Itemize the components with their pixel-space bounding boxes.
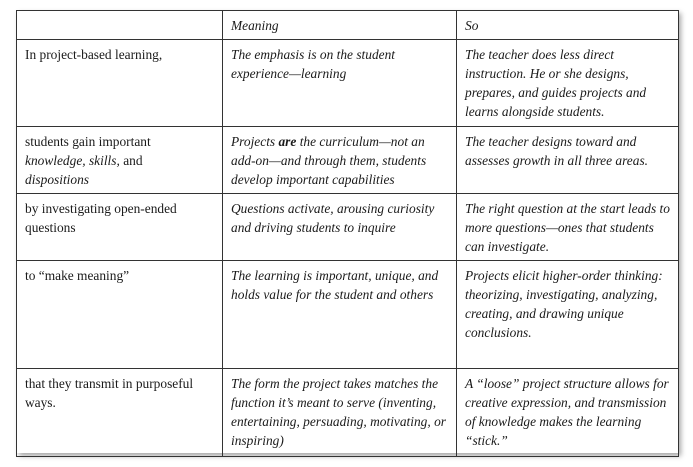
table-row	[17, 369, 679, 457]
meaning-cell	[223, 127, 457, 194]
header-cell-meaning: Meaning	[223, 11, 457, 40]
so-cell: Projects elicit higher-order thinking: theorizing, investigating, analyzing, creating, and drawing unique conclusions.	[457, 261, 679, 369]
meaning-cell: The emphasis is on the student experience—learning	[223, 40, 457, 127]
table-row	[17, 261, 679, 369]
phrase-cell: In project-based learning,	[17, 40, 223, 127]
phrase-cell: by investigating open-ended questions	[17, 194, 223, 261]
meaning-text: the curriculum—not an add-on—and through them, students develop important capabilities	[231, 134, 427, 187]
phrase-text: students gain important	[25, 134, 151, 149]
phrase-cell: to “make meaning”	[17, 261, 223, 369]
meaning-emphasis: are	[278, 134, 297, 149]
meaning-text: Projects	[231, 134, 279, 149]
meaning-cell: Questions activate, arousing curiosity and driving students to inquire	[223, 194, 457, 261]
so-cell: The teacher does less direct instruction. He or she designs, prepares, and guides projects and learns alongside students.	[457, 40, 679, 127]
header-row	[17, 11, 679, 40]
so-cell: A “loose” project structure allows for creative expression, and transmission of knowledge makes the learning “stick.”	[457, 369, 679, 457]
meaning-cell: The form the project takes matches the function it’s meant to serve (inventing, entertaining, persuading, motivating, or inspiring)	[223, 369, 457, 457]
so-cell: The right question at the start leads to more questions—ones that students can investigate.	[457, 194, 679, 261]
pbl-table	[16, 10, 679, 457]
phrase-emphasis: dispositions	[25, 172, 89, 187]
phrase-cell: that they transmit in purposeful ways.	[17, 369, 223, 457]
header-cell-so: So	[457, 11, 679, 40]
meaning-cell: The learning is important, unique, and holds value for the student and others	[223, 261, 457, 369]
phrase-cell	[17, 127, 223, 194]
table-row	[17, 40, 679, 127]
so-cell: The teacher designs toward and assesses growth in all three areas.	[457, 127, 679, 194]
phrase-text: and	[119, 153, 143, 168]
phrase-emphasis: knowledge, skills,	[25, 153, 120, 168]
header-cell-phrase	[17, 11, 223, 40]
table-row	[17, 194, 679, 261]
table-frame	[16, 10, 678, 453]
table-row	[17, 127, 679, 194]
